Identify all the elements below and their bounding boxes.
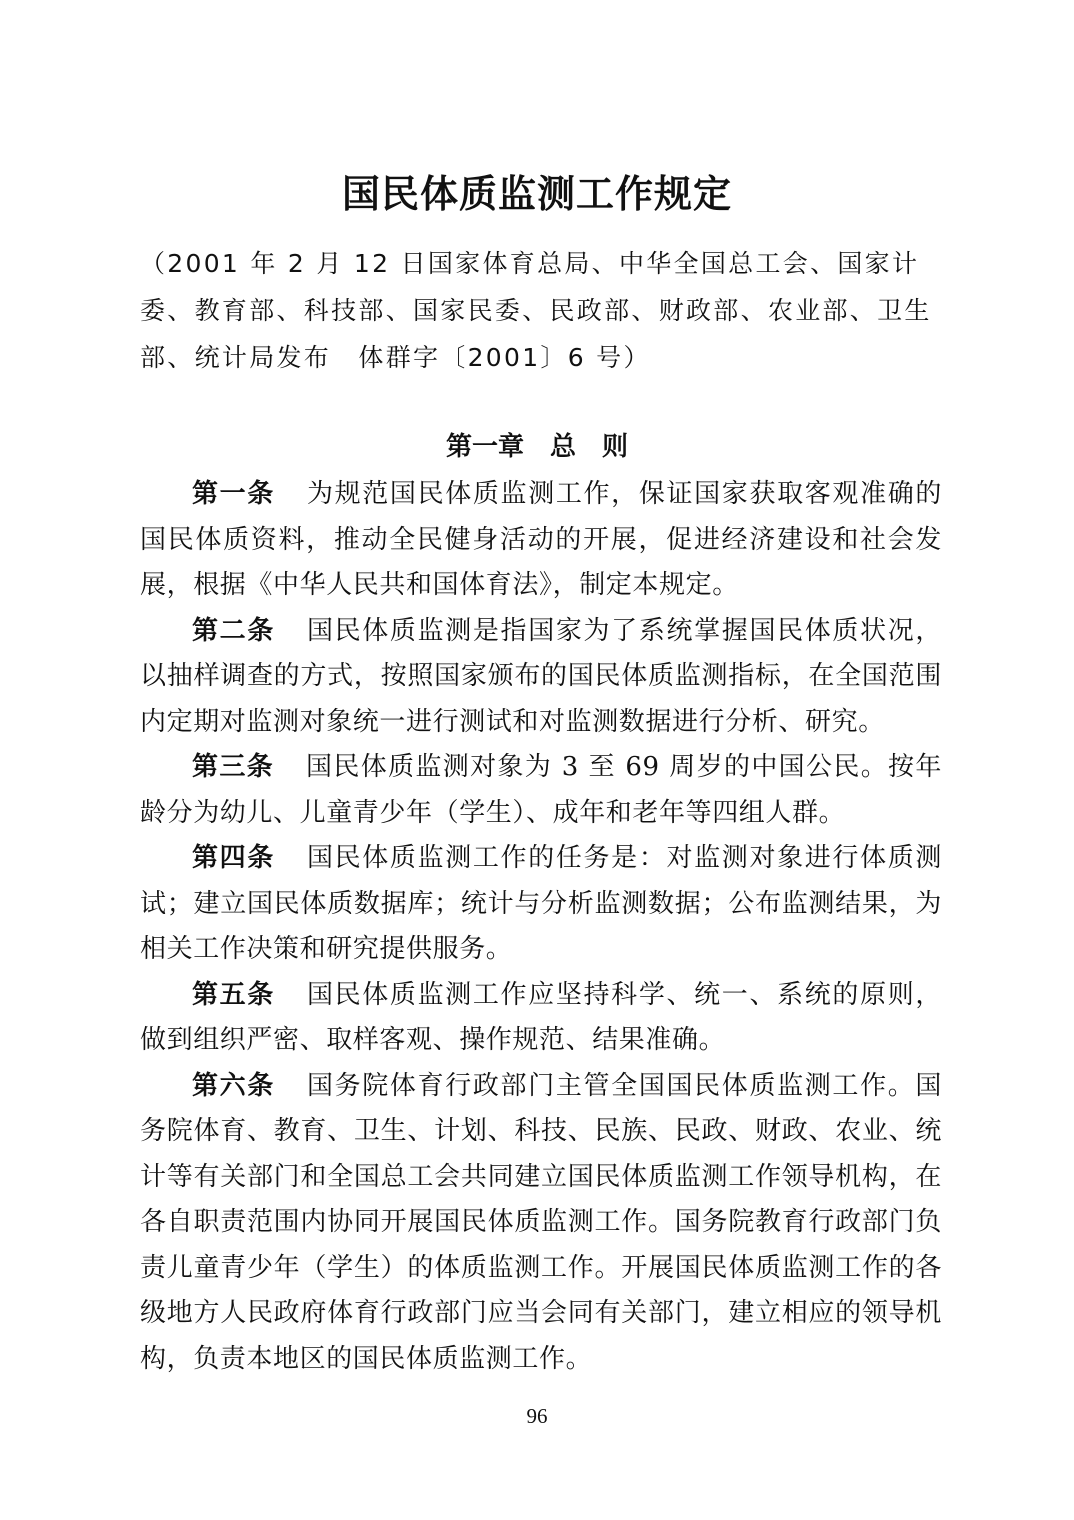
article-text: 为规范国民体质监测工作，保证国家获取客观准确的国民体质资料，推动全民健身活动的开展，促进经济建设和社会发展，根据《中华人民共和国体育法》，制定本规定。: [140, 479, 942, 600]
article-number: 第四条: [192, 843, 275, 873]
article-text: 国民体质监测对象为 3 至 69 周岁的中国公民。按年龄分为幼儿、儿童青少年（学生）、成年和老年等四组人群。: [140, 752, 942, 828]
article-2: [140, 609, 942, 746]
article-4: [140, 836, 942, 973]
article-1: [140, 472, 942, 609]
article-text: 国民体质监测工作应坚持科学、统一、系统的原则，做到组织严密、取样客观、操作规范、结果准确。: [140, 979, 942, 1055]
chapter-heading: 第一章 总 则: [445, 432, 628, 462]
article-text: 国务院体育行政部门主管全国国民体质监测工作。国务院体育、教育、卫生、计划、科技、民族、民政、财政、农业、统计等有关部门和全国总工会共同建立国民体质监测工作领导机构，在各自职责范围内协同开展国民体质监测工作。国务院教育行政部门负责儿童青少年（学生）的体质监测工作。开展国民体质监测工作的各级地方人民政府体育行政部门应当会同有关部门，建立相应的领导机构，负责本地区的国民体质监测工作。: [140, 1070, 942, 1374]
article-6: [140, 1064, 942, 1383]
article-3: [140, 745, 942, 836]
article-5: [140, 973, 942, 1064]
article-number: 第六条: [192, 1070, 275, 1101]
document-body: [140, 472, 942, 1382]
article-number: 第三条: [192, 752, 275, 782]
article-number: 第二条: [192, 615, 275, 646]
article-number: 第五条: [192, 979, 275, 1010]
document-title: 国民体质监测工作规定: [341, 171, 732, 216]
article-text: 国民体质监测是指国家为了系统掌握国民体质状况，以抽样调查的方式，按照国家颁布的国民体质监测指标，在全国范围内定期对监测对象统一进行测试和对监测数据进行分析、研究。: [140, 615, 942, 737]
page-number: 96: [526, 1404, 548, 1428]
document-subtitle: （2001 年 2 月 12 日国家体育总局、中华全国总工会、国家计委、教育部、科技部、国家民委、民政部、财政部、农业部、卫生部、统计局发布 体群字〔2001〕6 号）: [140, 249, 932, 372]
article-text: 国民体质监测工作的任务是：对监测对象进行体质测试；建立国民体质数据库；统计与分析监测数据；公布监测结果，为相关工作决策和研究提供服务。: [140, 843, 942, 964]
article-number: 第一条: [192, 479, 275, 509]
